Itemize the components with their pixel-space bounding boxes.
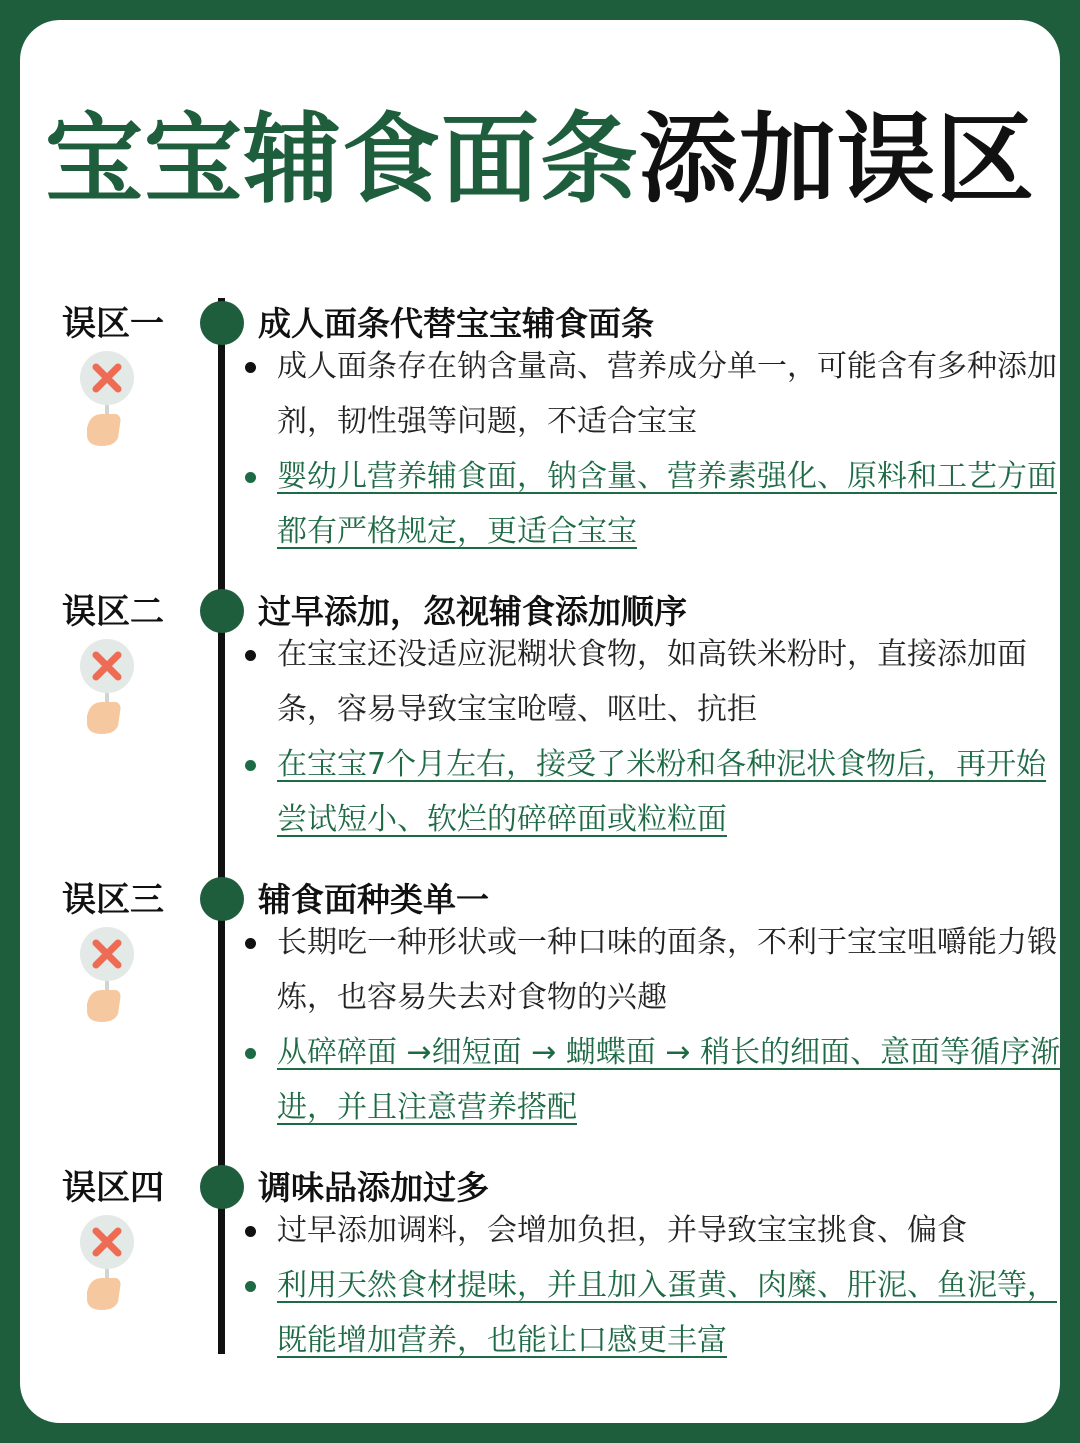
wrong-sign-icon — [78, 926, 136, 1026]
myth-label: 误区一 — [62, 304, 164, 344]
page-title — [0, 100, 1080, 220]
myth-label: 误区二 — [62, 592, 164, 632]
myth-heading: 成人面条代替宝宝辅食面条 — [258, 304, 654, 343]
myth-heading: 辅食面种类单一 — [258, 880, 489, 919]
tip-text: 婴幼儿营养辅食面，钠含量、营养素强化、原料和工艺方面都有严格规定，更适合宝宝 — [277, 449, 1067, 559]
title-black-part: 添加误区 — [639, 103, 1036, 217]
tip-text: 在宝宝7个月左右，接受了米粉和各种泥状食物后，再开始尝试短小、软烂的碎碎面或粒粒面 — [277, 737, 1067, 847]
timeline-dot — [200, 589, 244, 633]
wrong-sign-icon — [78, 638, 136, 738]
myth-heading: 调味品添加过多 — [258, 1168, 489, 1207]
wrong-sign-icon — [78, 350, 136, 450]
timeline-dot — [200, 877, 244, 921]
problem-text: 长期吃一种形状或一种口味的面条，不利于宝宝咀嚼能力锻炼，也容易失去对食物的兴趣 — [277, 915, 1067, 1025]
wrong-sign-icon — [78, 1214, 136, 1314]
myth-heading: 过早添加，忽视辅食添加顺序 — [258, 592, 687, 631]
tip-text: 从碎碎面 →细短面 → 蝴蝶面 → 稍长的细面、意面等循序渐进，并且注意营养搭配 — [277, 1025, 1067, 1135]
problem-text: 成人面条存在钠含量高、营养成分单一，可能含有多种添加剂，韧性强等问题，不适合宝宝 — [277, 339, 1067, 449]
title-green-part: 宝宝辅食面条 — [44, 103, 639, 217]
myth-label: 误区四 — [62, 1168, 164, 1208]
tip-text: 利用天然食材提味，并且加入蛋黄、肉糜、肝泥、鱼泥等，既能增加营养，也能让口感更丰富 — [277, 1258, 1067, 1368]
timeline-dot — [200, 1165, 244, 1209]
problem-text: 过早添加调料，会增加负担，并导致宝宝挑食、偏食 — [277, 1203, 1067, 1258]
timeline-dot — [200, 301, 244, 345]
problem-text: 在宝宝还没适应泥糊状食物，如高铁米粉时，直接添加面条，容易导致宝宝呛噎、呕吐、抗拒 — [277, 627, 1067, 737]
myth-label: 误区三 — [62, 880, 164, 920]
